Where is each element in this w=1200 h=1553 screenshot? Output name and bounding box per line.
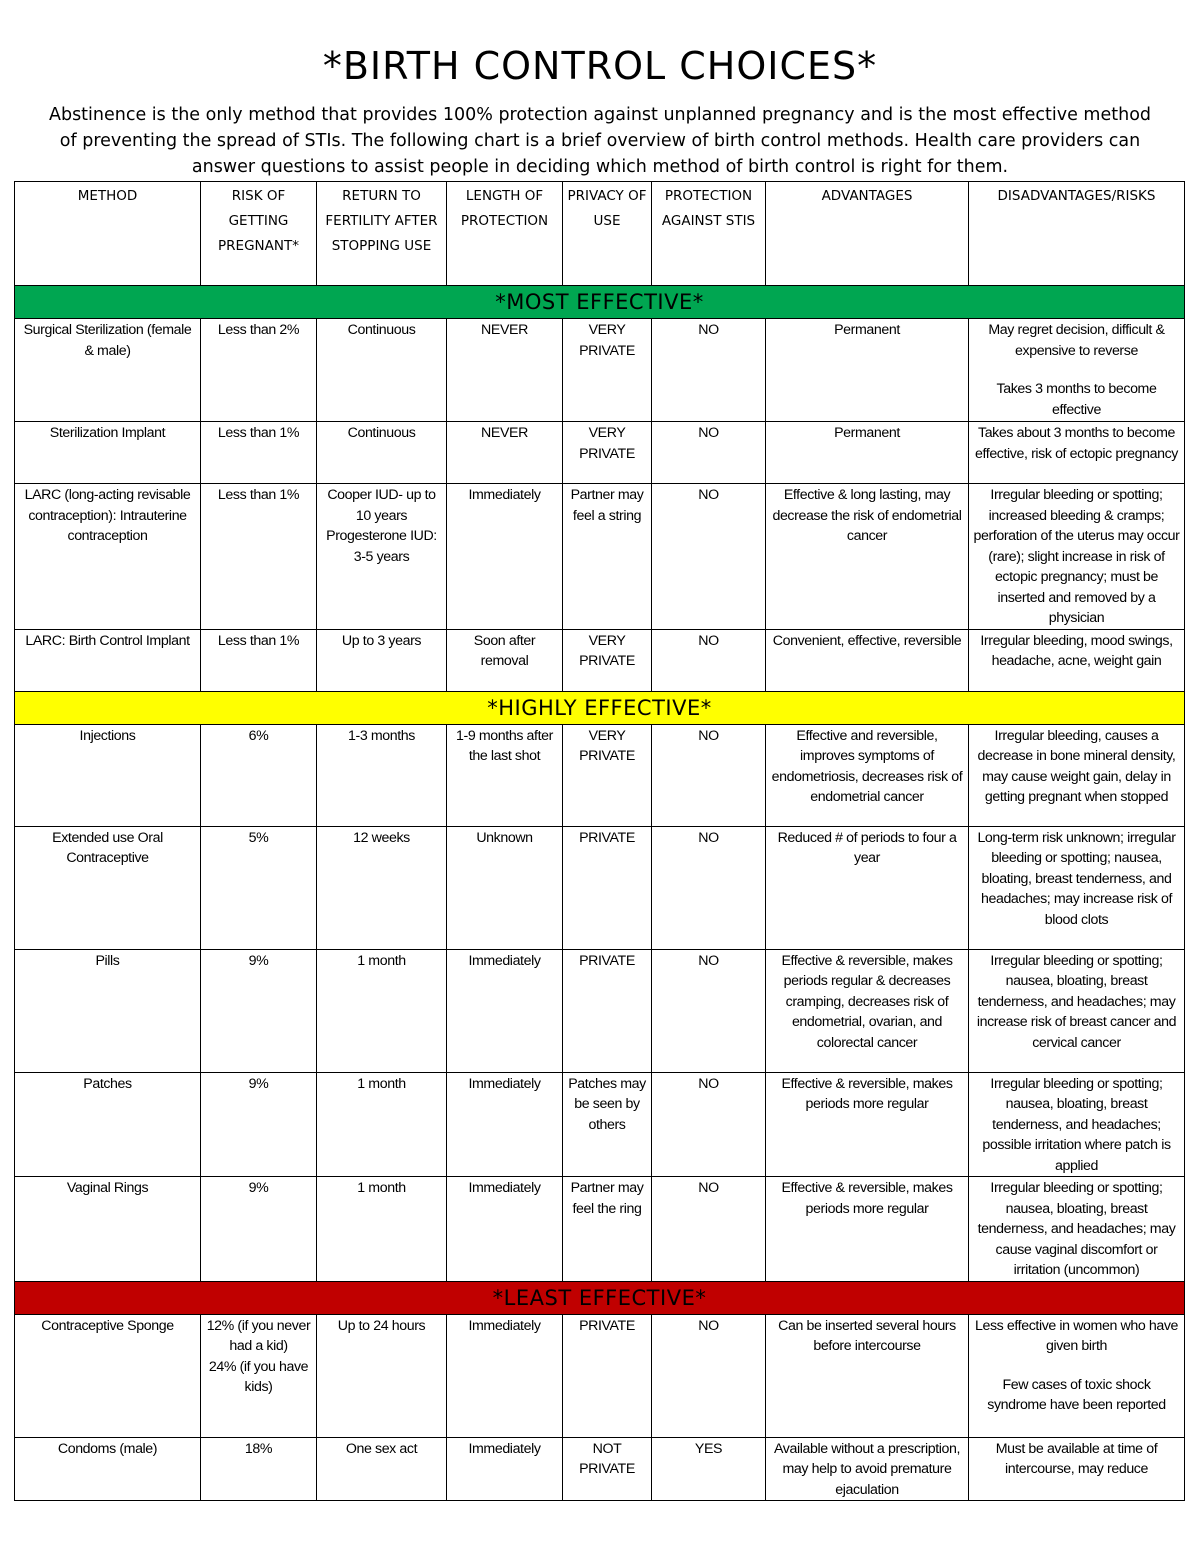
cell-fertility: 1 month [317,1177,447,1282]
cell-method: Vaginal Rings [15,1177,201,1282]
cell-method: Contraceptive Sponge [15,1314,201,1437]
cell-length: Soon after removal [447,629,563,691]
cell-length: Immediately [447,1072,563,1177]
table-row [15,422,1185,484]
cell-risk: 18% [201,1437,317,1501]
cell-disadvantages [969,1314,1185,1437]
cell-disadvantages: Irregular bleeding, mood swings, headache, acne, weight gain [969,629,1185,691]
cell-method: LARC (long-acting revisable contraception): Intrauterine contraception [15,484,201,630]
cell-disadvantages: Irregular bleeding or spotting; nausea, bloating, breast tenderness, and headaches; possible irritation where patch is applied [969,1072,1185,1177]
cell-fertility: One sex act [317,1437,447,1501]
table-row [15,826,1185,949]
cell-advantages: Effective & reversible, makes periods more regular [766,1072,969,1177]
section-label: *HIGHLY EFFECTIVE* [15,691,1185,724]
cell-disadvantages: Takes about 3 months to become effective, risk of ectopic pregnancy [969,422,1185,484]
cell-length: Immediately [447,1177,563,1282]
cell-sti: NO [652,422,766,484]
section-band-least-effective [15,1281,1185,1314]
cell-disadvantages: Irregular bleeding or spotting; nausea, bloating, breast tenderness, and headaches; may increase risk of breast cancer and cervical cancer [969,949,1185,1072]
cell-length: Immediately [447,1437,563,1501]
header-fertility: RETURN TO FERTILITY AFTER STOPPING USE [317,182,447,286]
cell-method: LARC: Birth Control Implant [15,629,201,691]
page-title: *BIRTH CONTROL CHOICES* [322,44,878,88]
birth-control-table [14,181,1185,1501]
cell-method: Extended use Oral Contraceptive [15,826,201,949]
cell-privacy: Partner may feel a string [563,484,652,630]
cell-advantages: Convenient, effective, reversible [766,629,969,691]
cell-method: Condoms (male) [15,1437,201,1501]
cell-method: Injections [15,724,201,826]
cell-fertility: 1 month [317,949,447,1072]
cell-sti: NO [652,724,766,826]
cell-sti: NO [652,949,766,1072]
cell-privacy: Partner may feel the ring [563,1177,652,1282]
section-label: *MOST EFFECTIVE* [15,286,1185,319]
cell-sti: NO [652,1177,766,1282]
intro-paragraph: Abstinence is the only method that provides 100% protection against unplanned pregnancy and is the most effective method of preventing the spread of STIs. The following chart is a brief overview of birth control methods. Health care providers can answer questions to assist people in deciding which method of birth control is right for them. [48,105,1152,177]
cell-risk: 9% [201,1177,317,1282]
disadvantages-text-2: Few cases of toxic shock syndrome have been reported [987,1376,1166,1413]
cell-risk: 6% [201,724,317,826]
cell-privacy: NOT PRIVATE [563,1437,652,1501]
cell-risk: 5% [201,826,317,949]
cell-risk: Less than 1% [201,422,317,484]
disadvantages-text: Less effective in women who have given birth [974,1317,1179,1354]
cell-disadvantages [969,319,1185,422]
cell-risk: 9% [201,949,317,1072]
header-length: LENGTH OF PROTECTION [447,182,563,286]
cell-advantages: Effective and reversible, improves symptoms of endometriosis, decreases risk of endometrial cancer [766,724,969,826]
cell-disadvantages: Long-term risk unknown; irregular bleeding or spotting; nausea, bloating, breast tenderness, and headaches; may increase risk of blood clots [969,826,1185,949]
cell-length: NEVER [447,319,563,422]
cell-method: Pills [15,949,201,1072]
cell-sti: NO [652,484,766,630]
section-band-highly-effective [15,691,1185,724]
cell-sti: NO [652,1072,766,1177]
cell-privacy: VERY PRIVATE [563,319,652,422]
cell-length: NEVER [447,422,563,484]
cell-disadvantages: Irregular bleeding or spotting; nausea, bloating, breast tenderness, and headaches; may cause vaginal discomfort or irritation (uncommon) [969,1177,1185,1282]
cell-method: Patches [15,1072,201,1177]
table-row [15,949,1185,1072]
header-row [15,182,1185,286]
cell-privacy: VERY PRIVATE [563,724,652,826]
table-row [15,484,1185,630]
cell-fertility: 1-3 months [317,724,447,826]
header-method: METHOD [15,182,201,286]
cell-advantages: Permanent [766,422,969,484]
cell-risk: Less than 1% [201,484,317,630]
cell-advantages: Effective & long lasting, may decrease the risk of endometrial cancer [766,484,969,630]
cell-fertility: Up to 24 hours [317,1314,447,1437]
cell-length: Immediately [447,1314,563,1437]
cell-risk: Less than 1% [201,629,317,691]
table-row [15,319,1185,422]
cell-advantages: Effective & reversible, makes periods regular & decreases cramping, decreases risk of endometrial, ovarian, and colorectal cancer [766,949,969,1072]
cell-sti: NO [652,629,766,691]
cell-advantages: Effective & reversible, makes periods more regular [766,1177,969,1282]
cell-sti: NO [652,1314,766,1437]
cell-method: Surgical Sterilization (female & male) [15,319,201,422]
section-label: *LEAST EFFECTIVE* [15,1281,1185,1314]
cell-method: Sterilization Implant [15,422,201,484]
cell-fertility: Up to 3 years [317,629,447,691]
disadvantages-text-2: Takes 3 months to become effective [996,381,1157,418]
cell-privacy: PRIVATE [563,826,652,949]
cell-privacy: VERY PRIVATE [563,422,652,484]
cell-fertility: Cooper IUD- up to 10 years Progesterone IUD: 3-5 years [317,484,447,630]
header-risk: RISK OF GETTING PREGNANT* [201,182,317,286]
cell-length: 1-9 months after the last shot [447,724,563,826]
cell-sti: YES [652,1437,766,1501]
cell-advantages: Can be inserted several hours before intercourse [766,1314,969,1437]
table-row [15,1177,1185,1282]
cell-fertility: Continuous [317,319,447,422]
cell-privacy: VERY PRIVATE [563,629,652,691]
header-privacy: PRIVACY OF USE [563,182,652,286]
table-row [15,1072,1185,1177]
table-row [15,629,1185,691]
table-row [15,1314,1185,1437]
cell-fertility: Continuous [317,422,447,484]
cell-risk: 9% [201,1072,317,1177]
risk-text: 12% (if you never had a kid) [206,1317,311,1354]
cell-fertility: 12 weeks [317,826,447,949]
table-row [15,724,1185,826]
cell-privacy: PRIVATE [563,1314,652,1437]
cell-sti: NO [652,319,766,422]
disadvantages-text: May regret decision, difficult & expensive to reverse [988,322,1165,359]
cell-privacy: PRIVATE [563,949,652,1072]
cell-advantages: Permanent [766,319,969,422]
header-disadvantages: DISADVANTAGES/RISKS [969,182,1185,286]
header-advantages: ADVANTAGES [766,182,969,286]
cell-privacy: Patches may be seen by others [563,1072,652,1177]
header-sti: PROTECTION AGAINST STIS [652,182,766,286]
table-row [15,1437,1185,1501]
risk-text-2: 24% (if you have kids) [208,1358,309,1395]
cell-advantages: Reduced # of periods to four a year [766,826,969,949]
cell-disadvantages: Irregular bleeding or spotting; increased bleeding & cramps; perforation of the uterus may occur (rare); slight increase in risk of ectopic pregnancy; must be inserted and removed by a physician [969,484,1185,630]
cell-length: Immediately [447,484,563,630]
cell-length: Unknown [447,826,563,949]
section-band-most-effective [15,286,1185,319]
cell-disadvantages: Must be available at time of intercourse, may reduce [969,1437,1185,1501]
cell-risk: Less than 2% [201,319,317,422]
cell-disadvantages: Irregular bleeding, causes a decrease in bone mineral density, may cause weight gain, delay in getting pregnant when stopped [969,724,1185,826]
cell-risk [201,1314,317,1437]
cell-fertility: 1 month [317,1072,447,1177]
cell-advantages: Available without a prescription, may help to avoid premature ejaculation [766,1437,969,1501]
cell-sti: NO [652,826,766,949]
cell-length: Immediately [447,949,563,1072]
